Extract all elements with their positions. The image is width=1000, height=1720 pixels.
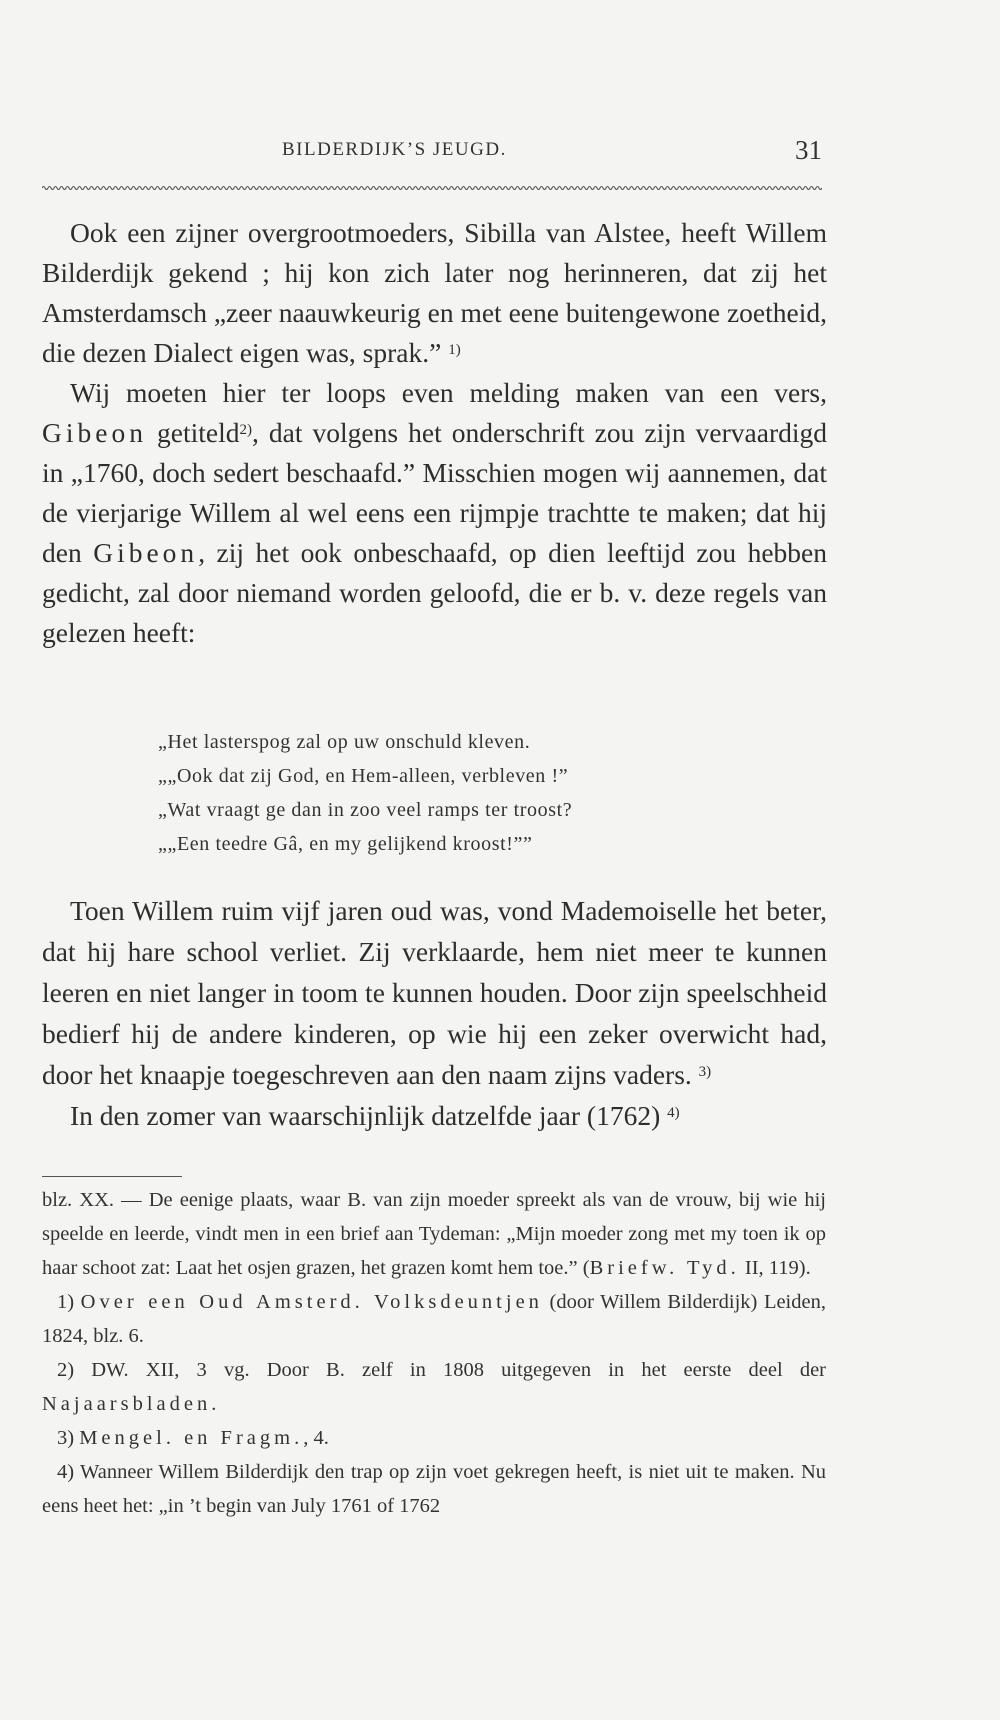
poem-line-1: „Het lasterspog zal op uw onschuld kleven.	[158, 731, 531, 753]
footnote-4-number: 4)	[57, 1461, 75, 1483]
paragraph-2-text-d: , zij het ook onbeschaafd, op dien leeftijd zou hebben gedicht, zal door niemand worden geloofd, die er b. v. deze regels van gelezen heeft:	[42, 537, 827, 648]
poem-line-4: „„Een teedre Gâ, en my gelijkend kroost!””	[158, 833, 533, 855]
main-text-block-2	[42, 890, 827, 1136]
paragraph-4	[42, 1095, 827, 1136]
footnote-ref-2: 2)	[239, 422, 252, 438]
poem-line-3: „Wat vraagt ge dan in zoo veel ramps ter troost?	[158, 799, 573, 821]
paragraph-2-text-b: getiteld	[157, 417, 240, 448]
footnote-ref-1: 1)	[448, 342, 461, 358]
running-title: BILDERDIJK’S JEUGD.	[282, 139, 507, 160]
footnote-2	[42, 1353, 826, 1421]
paragraph-3-text: Toen Willem ruim vijf jaren oud was, vond Mademoiselle het beter, dat hij hare school verliet. Zij verklaarde, hem niet meer te kunnen leeren en niet langer in toom te kunnen houden. Door zijn speelschheid bedierf hij de andere kinderen, op wie hij een zeker overwicht had, door het knaapje toegeschreven aan den naam zijns vaders.	[42, 895, 827, 1090]
poem-line-2: „„Ook dat zij God, en Hem-alleen, verbleven !”	[158, 765, 569, 787]
footnotes	[42, 1183, 826, 1523]
paragraph-1-text: Ook een zijner overgrootmoeders, Sibilla van Alstee, heeft Willem Bilderdijk gekend ; hij kon zich later nog herinneren, dat zij het Amsterdamsch „zeer naauwkeurig en met eene buitengewone zoetheid, die dezen Dialect eigen was, sprak.”	[42, 217, 827, 368]
paragraph-2-text-c: , dat volgens het onderschrift zou zijn vervaardigd in „1760, doch sedert beschaafd.” Misschien mogen wij aannemen, dat de vierjarige Willem al wel eens een rijmpje trachtte te maken; dat hij den	[42, 417, 828, 568]
work-title-gibeon: Gibeon	[42, 417, 147, 448]
footnote-continued	[42, 1183, 826, 1285]
footnote-1-title: Over een Oud Amsterd. Volksdeuntjen	[80, 1291, 543, 1313]
footnote-1-text: (door Willem Bilderdijk) Leiden, 1824, blz. 6.	[42, 1291, 826, 1347]
footnote-2-number: 2)	[57, 1359, 75, 1381]
main-text-block	[42, 213, 827, 653]
footnote-continued-text-b: II, 119).	[739, 1257, 811, 1279]
paragraph-2-text-a: Wij moeten hier ter loops even melding maken van een vers,	[70, 377, 827, 408]
page-number: 31	[795, 135, 822, 165]
paragraph-1	[42, 213, 827, 373]
paragraph-2	[42, 373, 827, 653]
footnote-ref-3: 3)	[698, 1064, 712, 1080]
footnote-3-title: Mengel. en Fragm.	[79, 1427, 304, 1449]
paragraph-3	[42, 890, 827, 1095]
footnote-3	[42, 1421, 826, 1455]
footnote-2-title: Najaarsbladen.	[42, 1393, 221, 1415]
footnote-continued-text-a: blz. XX. — De eenige plaats, waar B. van zijn moeder spreekt als van de vrouw, bij wie hij speelde en leerde, vindt men in een brief aan Tydeman: „Mijn moeder zong met my toen ik op haar schoot zat: Laat het osjen grazen, het grazen komt hem toe.” (	[42, 1189, 826, 1279]
wavy-rule-divider	[42, 183, 822, 193]
poem-quotation	[158, 725, 778, 861]
footnote-1	[42, 1285, 826, 1353]
footnote-3-number: 3)	[57, 1427, 75, 1449]
footnote-4-text: Wanneer Willem Bilderdijk den trap op zijn voet gekregen heeft, is niet uit te maken. Nu eens heet het: „in ’t begin van July 1761 of 1762	[42, 1461, 826, 1517]
work-title-gibeon-2: Gibeon	[93, 537, 199, 568]
footnote-3-text: , 4.	[303, 1427, 329, 1449]
running-head	[282, 135, 822, 175]
paragraph-4-text: In den zomer van waarschijnlijk datzelfde jaar (1762)	[70, 1100, 661, 1131]
footnote-ref-4: 4)	[667, 1105, 680, 1121]
footnote-continued-source: Briefw. Tyd.	[589, 1257, 740, 1279]
footnote-2-text: DW. XII, 3 vg. Door B. zelf in 1808 uitgegeven in het eerste deel der	[74, 1359, 826, 1381]
footnote-rule	[42, 1176, 182, 1177]
footnote-1-number: 1)	[57, 1291, 75, 1313]
footnote-4	[42, 1455, 826, 1523]
